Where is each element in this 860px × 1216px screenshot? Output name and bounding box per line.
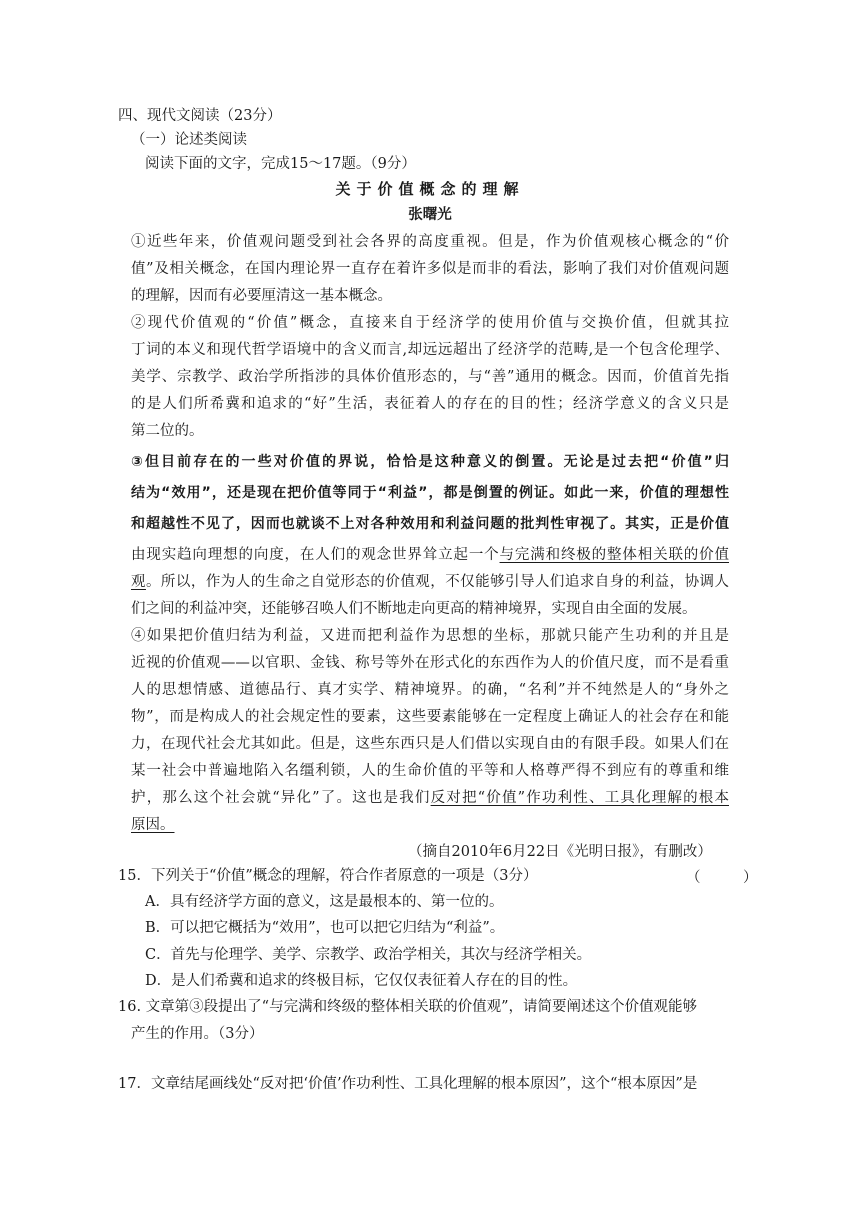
underlined-phrase: 观 <box>131 574 146 590</box>
paragraph-4-line: 近视的价值观——以官职、金钱、称号等外在形式化的东西作为人的价值尺度，而不是看重 <box>131 655 729 671</box>
article-author: 张曙光 <box>408 207 452 223</box>
paragraph-4-line: 人的思想情感、道德品行、真才实学、精神境界。的确，“名利”并不纯然是人的“身外之 <box>131 682 729 698</box>
paragraph-4-line: ④如果把价值归结为利益，又进而把利益作为思想的坐标，那就只能产生功利的并且是 <box>131 628 729 644</box>
paragraph-1-line: 值”及相关概念，在国内理论界一直存在着许多似是而非的看法，影响了我们对价值观问题 <box>131 261 729 277</box>
reading-instruction: 阅读下面的文字，完成15～17题。（9分） <box>145 156 416 172</box>
question-15-option-a: A．具有经济学方面的意义，这是最根本的、第一位的。 <box>145 894 504 910</box>
section-heading: 四、现代文阅读（23分） <box>118 108 282 124</box>
article-title: 关于价值概念的理解 <box>335 180 525 198</box>
paragraph-4-text: 护，那么这个社会就“异化”了。这也是我们 <box>131 790 431 806</box>
question-16-stem: 产生的作用。（3分） <box>131 1026 264 1042</box>
paragraph-3-line <box>131 545 729 565</box>
paragraph-3-line <box>131 572 729 592</box>
paragraph-3-bold-line: ③但目前存在的一些对价值的界说，恰恰是这种意义的倒置。无论是过去把“价值”归 <box>131 454 729 470</box>
paragraph-1-line: 的理解，因而有必要厘清这一基本概念。 <box>131 288 392 304</box>
paragraph-4-line: 某一社会中普遍地陷入名缰利锁，人的生命价值的平等和人格尊严得不到应有的尊重和维 <box>131 763 729 779</box>
underlined-phrase: 与完满和终极的整体相关联的价值 <box>499 547 729 563</box>
paragraph-2-line: 美学、宗教学、政治学所指涉的具体价值形态的，与“善”通用的概念。因而，价值首先指 <box>131 369 729 385</box>
question-16-stem: 16. 文章第③段提出了“与完满和终级的整体相关联的价值观”，请简要阐述这个价值观能够 <box>118 999 697 1015</box>
answer-bracket[interactable]: （ ） <box>686 870 772 886</box>
paragraph-2-line: 第二位的。 <box>131 423 204 439</box>
paragraph-1-line: ①近些年来，价值观问题受到社会各界的高度重视。但是，作为价值观核心概念的“价 <box>131 234 729 250</box>
paragraph-3-line: 们之间的利益冲突，还能够召唤人们不断地走向更高的精神境界，实现自由全面的发展。 <box>131 601 697 617</box>
paragraph-3-text: 由现实趋向理想的向度，在人们的观念世界耸立起一个 <box>131 547 500 563</box>
paragraph-3-text: 。所以，作为人的生命之自觉形态的价值观，不仅能够引导人们追求自身的利益，协调人 <box>145 574 729 590</box>
paragraph-2-line: ②现代价值观的“价值”概念，直接来自于经济学的使用价值与交换价值，但就其拉 <box>131 315 729 331</box>
underlined-phrase: 原因。 <box>131 817 175 833</box>
article-source: （摘自2010年6月22日《光明日报》，有删改） <box>408 844 712 860</box>
question-17-stem: 17．文章结尾画线处“反对把‘价值’作功利性、工具化理解的根本原因”，这个“根本原因”是 <box>118 1076 698 1092</box>
question-15-option-d: D．是人们希冀和追求的终极目标，它仅仅表征着人存在的目的性。 <box>145 973 578 989</box>
question-15-option-c: C．首先与伦理学、美学、宗教学、政治学相关，其次与经济学相关。 <box>145 947 592 963</box>
paragraph-3-bold-line: 结为“效用”，还是现在把价值等同于“利益”，都是倒置的例证。如此一来，价值的理想性 <box>131 485 729 501</box>
question-15-option-b: B．可以把它概括为“效用”，也可以把它归结为“利益”。 <box>145 920 505 936</box>
paragraph-4-line <box>131 788 729 808</box>
section-subheading: （一）论述类阅读 <box>131 132 247 148</box>
paragraph-2-line: 的是人们所希冀和追求的“好”生活，表征着人的存在的目的性；经济学意义的含义只是 <box>131 396 729 412</box>
paragraph-4-line: 力，在现代社会尤其如此。但是，这些东西只是人们借以实现自由的有限手段。如果人们在 <box>131 736 729 752</box>
question-15-stem: 15．下列关于“价值”概念的理解，符合作者原意的一项是（3分） <box>118 868 538 884</box>
paragraph-4-line: 物”，而是构成人的社会规定性的要素，这些要素能够在一定程度上确证人的社会存在和能 <box>131 709 729 725</box>
paragraph-3-bold-line: 和超越性不见了，因而也就谈不上对各种效用和利益问题的批判性审视了。其实，正是价值 <box>131 516 729 532</box>
underlined-phrase: 反对把“价值”作功利性、工具化理解的根本 <box>430 790 729 806</box>
paragraph-2-line: 丁词的本义和现代哲学语境中的含义而言,却远远超出了经济学的范畴,是一个包含伦理学、 <box>131 342 729 358</box>
paragraph-4-line <box>131 815 729 835</box>
